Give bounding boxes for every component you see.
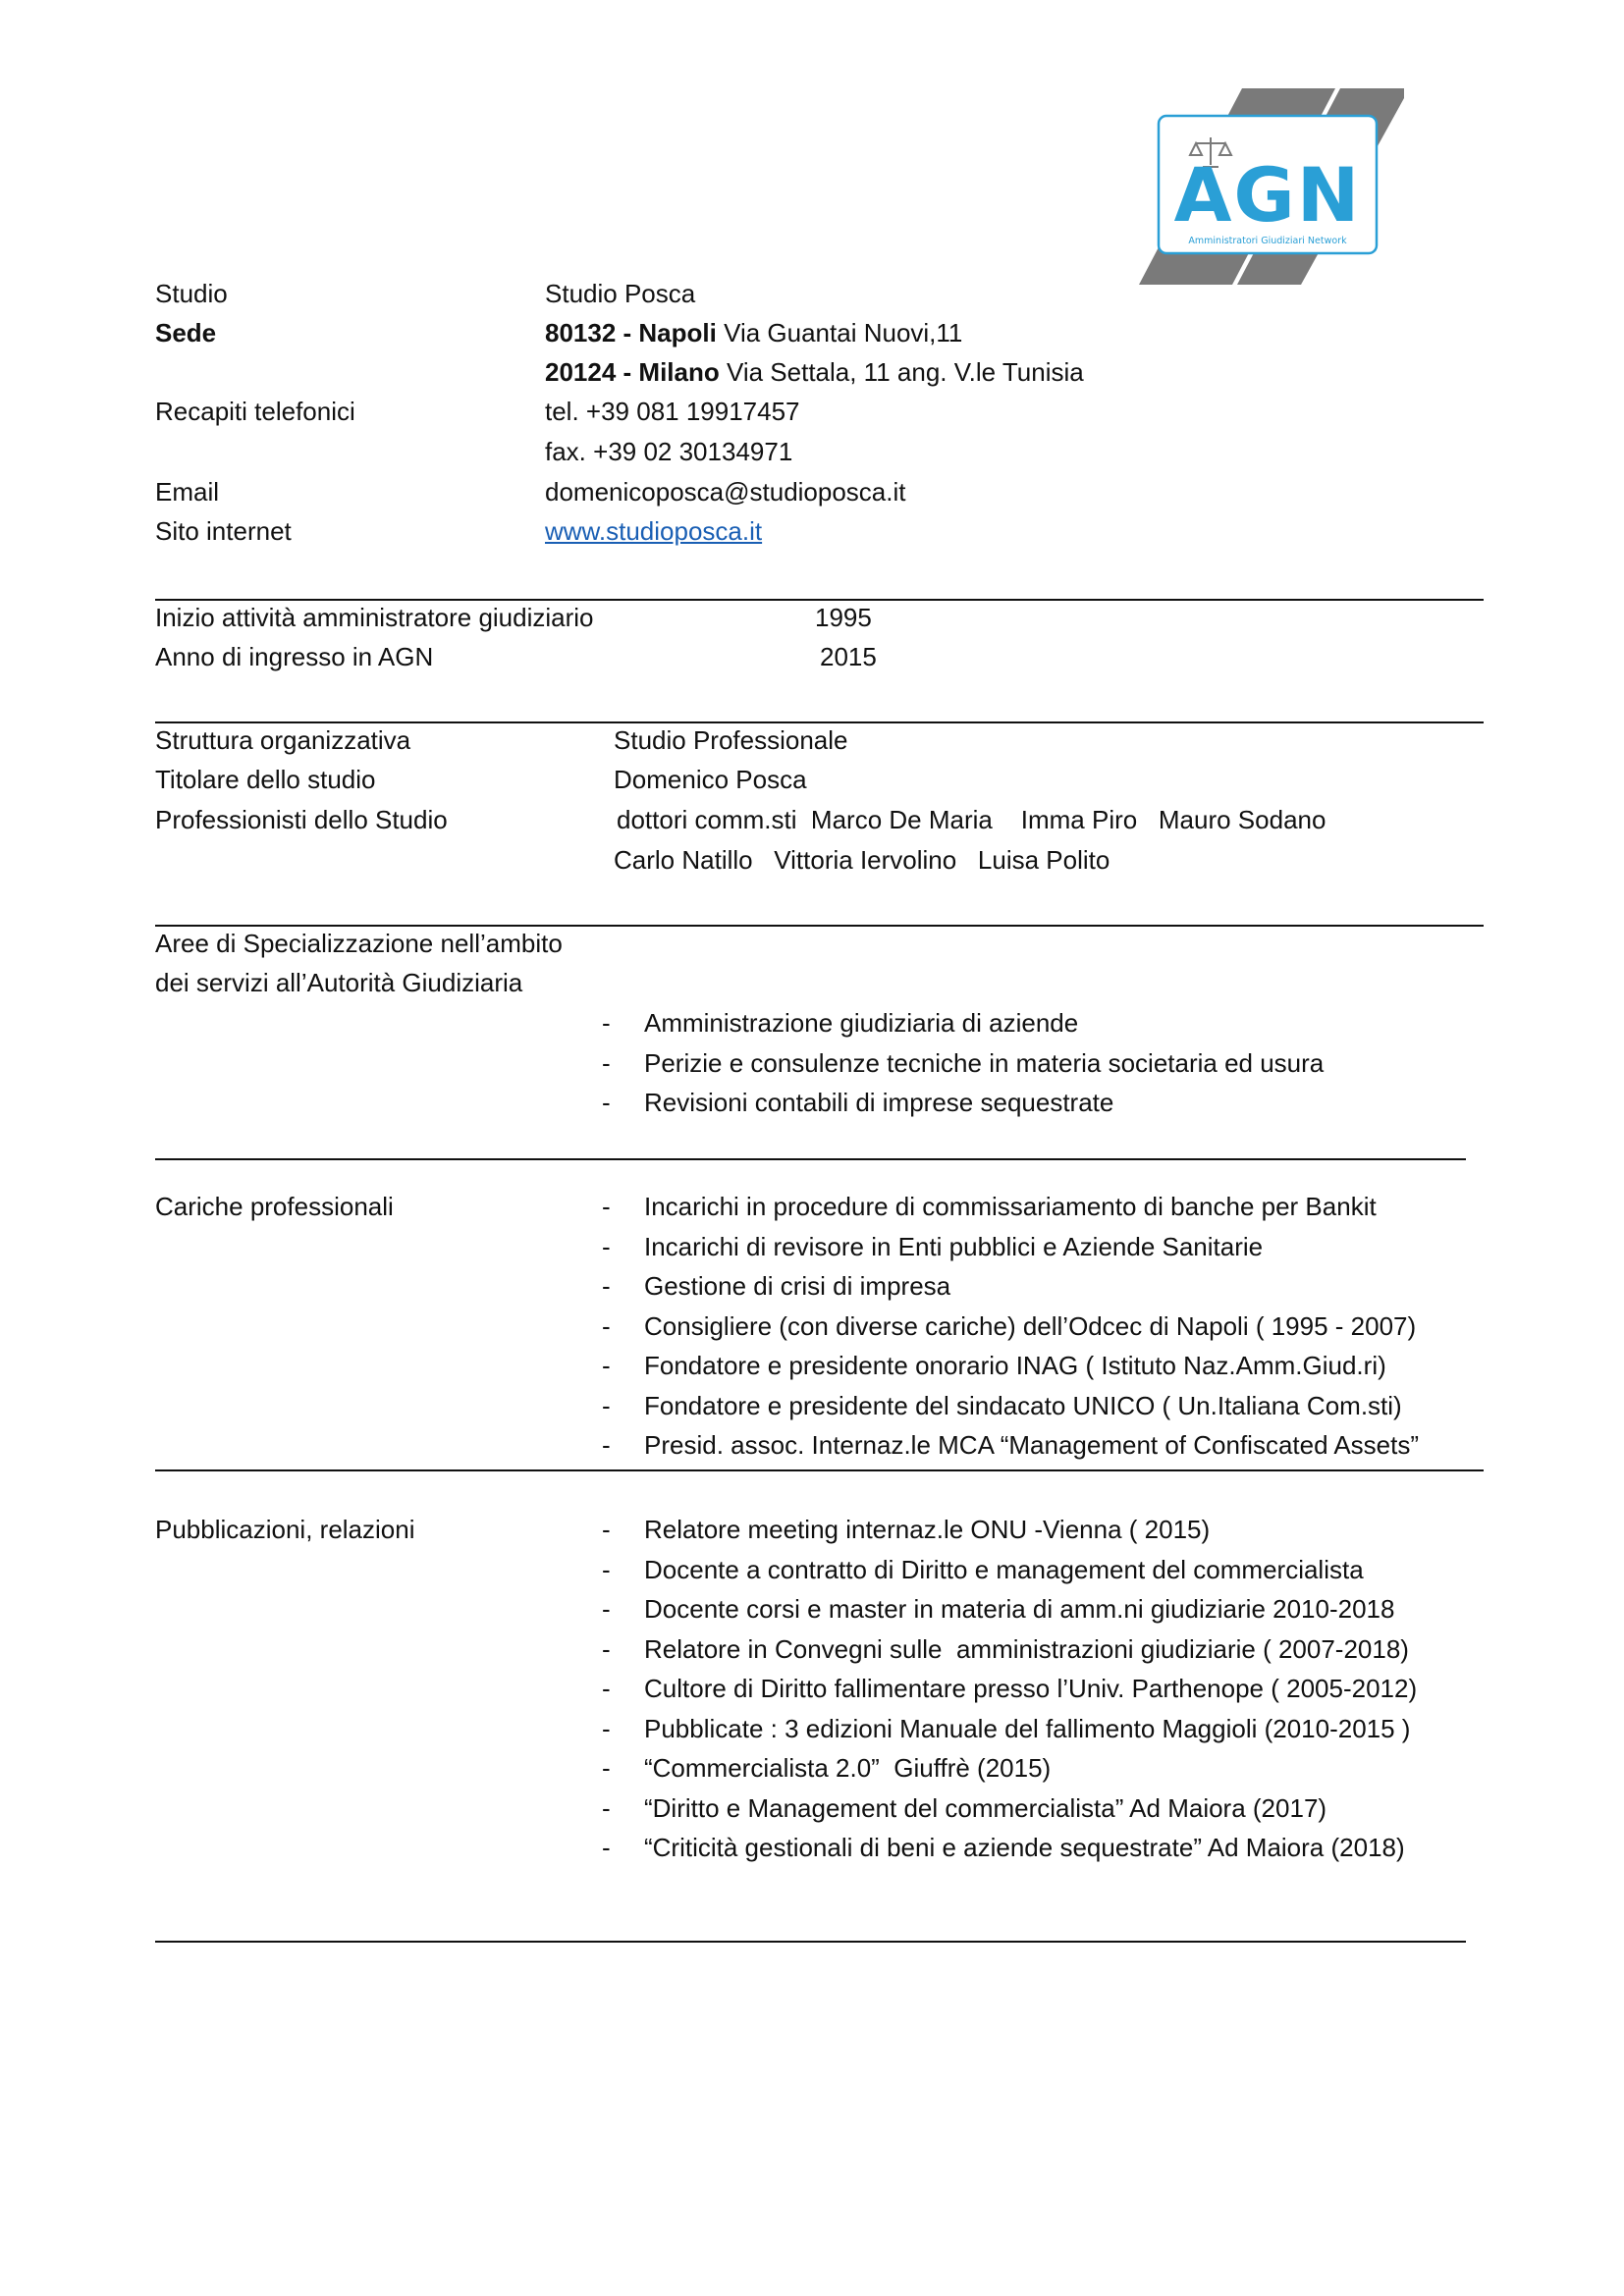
- sede-milano: [545, 355, 1084, 389]
- owner-value: Domenico Posca: [614, 765, 807, 794]
- structure-value: Studio Professionale: [614, 725, 848, 755]
- logo-subtitle: Amministratori Giudiziari Network: [1188, 236, 1347, 246]
- sede-napoli-street: Via Guantai Nuovi,11: [716, 318, 963, 347]
- list-item: Incarichi in procedure di commissariamento di banche per Bankit: [644, 1192, 1377, 1221]
- sede-milano-city: 20124 - Milano: [545, 357, 720, 387]
- sede-napoli: [545, 316, 962, 349]
- agn-entry-value: 2015: [820, 642, 877, 671]
- email-label: Email: [155, 477, 220, 507]
- list-item: Docente corsi e master in materia di amm.ni giudiziarie 2010-2018: [644, 1594, 1395, 1624]
- list-item: “Commercialista 2.0” Giuffrè (2015): [644, 1753, 1052, 1783]
- list-item: “Criticità gestionali di beni e aziende sequestrate” Ad Maiora (2018): [644, 1833, 1405, 1862]
- phone-fax: fax. +39 02 30134971: [545, 437, 793, 466]
- list-item: Relatore in Convegni sulle amministrazioni giudiziarie ( 2007-2018): [644, 1633, 1409, 1664]
- email-value: domenicoposca@studioposca.it: [545, 477, 906, 507]
- list-bullet: -: [602, 1792, 611, 1823]
- owner-label: Titolare dello studio: [155, 765, 376, 794]
- list-item: Presid. assoc. Internaz.le MCA “Management of Confiscated Assets”: [644, 1430, 1420, 1460]
- phone-tel: tel. +39 081 19917457: [545, 397, 800, 426]
- specializations-label-1: Aree di Specializzazione nell’ambito: [155, 929, 563, 958]
- list-item: Perizie e consulenze tecniche in materia societaria ed usura: [644, 1047, 1325, 1078]
- divider: [155, 1158, 1466, 1160]
- list-item: Cultore di Diritto fallimentare presso l’Univ. Parthenope ( 2005-2012): [644, 1674, 1418, 1703]
- divider: [155, 1941, 1466, 1943]
- agn-entry-label: Anno di ingresso in AGN: [155, 642, 434, 671]
- structure-label: Struttura organizzativa: [155, 725, 411, 755]
- studio-label: Studio: [155, 279, 228, 308]
- list-item: Pubblicate : 3 edizioni Manuale del fallimento Maggioli (2010-2015 ): [644, 1713, 1411, 1743]
- list-bullet: -: [602, 1047, 611, 1078]
- list-item: Fondatore e presidente onorario INAG ( Istituto Naz.Amm.Giud.ri): [644, 1351, 1386, 1380]
- professionals-label: Professionisti dello Studio: [155, 805, 448, 834]
- list-item: Relatore meeting internaz.le ONU -Vienna ( 2015): [644, 1515, 1211, 1544]
- list-item: Incarichi di revisore in Enti pubblici e Aziende Sanitarie: [644, 1231, 1264, 1261]
- professionals-line1: dottori comm.sti Marco De Maria Imma Piro Mauro Sodano: [617, 805, 1326, 834]
- list-bullet: -: [602, 1008, 611, 1038]
- specializations-label-2: dei servizi all’Autorità Giudiziaria: [155, 968, 523, 997]
- list-bullet: -: [602, 1351, 611, 1380]
- list-bullet: -: [602, 1713, 611, 1743]
- website-link[interactable]: www.studioposca.it: [545, 516, 763, 546]
- activity-start-label: Inizio attività amministratore giudiziario: [155, 603, 594, 632]
- list-bullet: -: [602, 1430, 611, 1460]
- agn-logo: [1129, 88, 1404, 285]
- sede-label: Sede: [155, 318, 217, 347]
- list-bullet: -: [602, 1554, 611, 1584]
- list-bullet: -: [602, 1271, 611, 1301]
- phones-label: Recapiti telefonici: [155, 397, 355, 426]
- list-bullet: -: [602, 1633, 611, 1664]
- list-bullet: -: [602, 1515, 611, 1544]
- sede-milano-street: Via Settala, 11 ang. V.le Tunisia: [719, 357, 1084, 387]
- studio-value: Studio Posca: [545, 279, 696, 308]
- activity-start-value: 1995: [815, 603, 872, 632]
- divider: [155, 1469, 1484, 1471]
- website-label: Sito internet: [155, 516, 292, 546]
- logo-letters: AGN: [1173, 151, 1362, 239]
- list-item: “Diritto e Management del commercialista” Ad Maiora (2017): [644, 1792, 1327, 1823]
- positions-label: Cariche professionali: [155, 1192, 394, 1221]
- list-bullet: -: [602, 1753, 611, 1783]
- list-bullet: -: [602, 1231, 611, 1261]
- list-bullet: -: [602, 1192, 611, 1221]
- list-bullet: -: [602, 1390, 611, 1420]
- publications-label: Pubblicazioni, relazioni: [155, 1515, 415, 1544]
- list-bullet: -: [602, 1833, 611, 1862]
- list-item: Revisioni contabili di imprese sequestrate: [644, 1088, 1114, 1117]
- list-bullet: -: [602, 1088, 611, 1117]
- list-item: Fondatore e presidente del sindacato UNICO ( Un.Italiana Com.sti): [644, 1390, 1402, 1420]
- professionals-line2: Carlo Natillo Vittoria Iervolino Luisa Polito: [614, 845, 1110, 875]
- list-bullet: -: [602, 1310, 611, 1341]
- list-bullet: -: [602, 1594, 611, 1624]
- list-item: Docente a contratto di Diritto e management del commercialista: [644, 1554, 1364, 1584]
- list-item: Amministrazione giudiziaria di aziende: [644, 1008, 1079, 1038]
- list-item: Gestione di crisi di impresa: [644, 1271, 951, 1301]
- sede-napoli-city: 80132 - Napoli: [545, 318, 717, 347]
- list-bullet: -: [602, 1674, 611, 1703]
- list-item: Consigliere (con diverse cariche) dell’Odcec di Napoli ( 1995 - 2007): [644, 1310, 1417, 1341]
